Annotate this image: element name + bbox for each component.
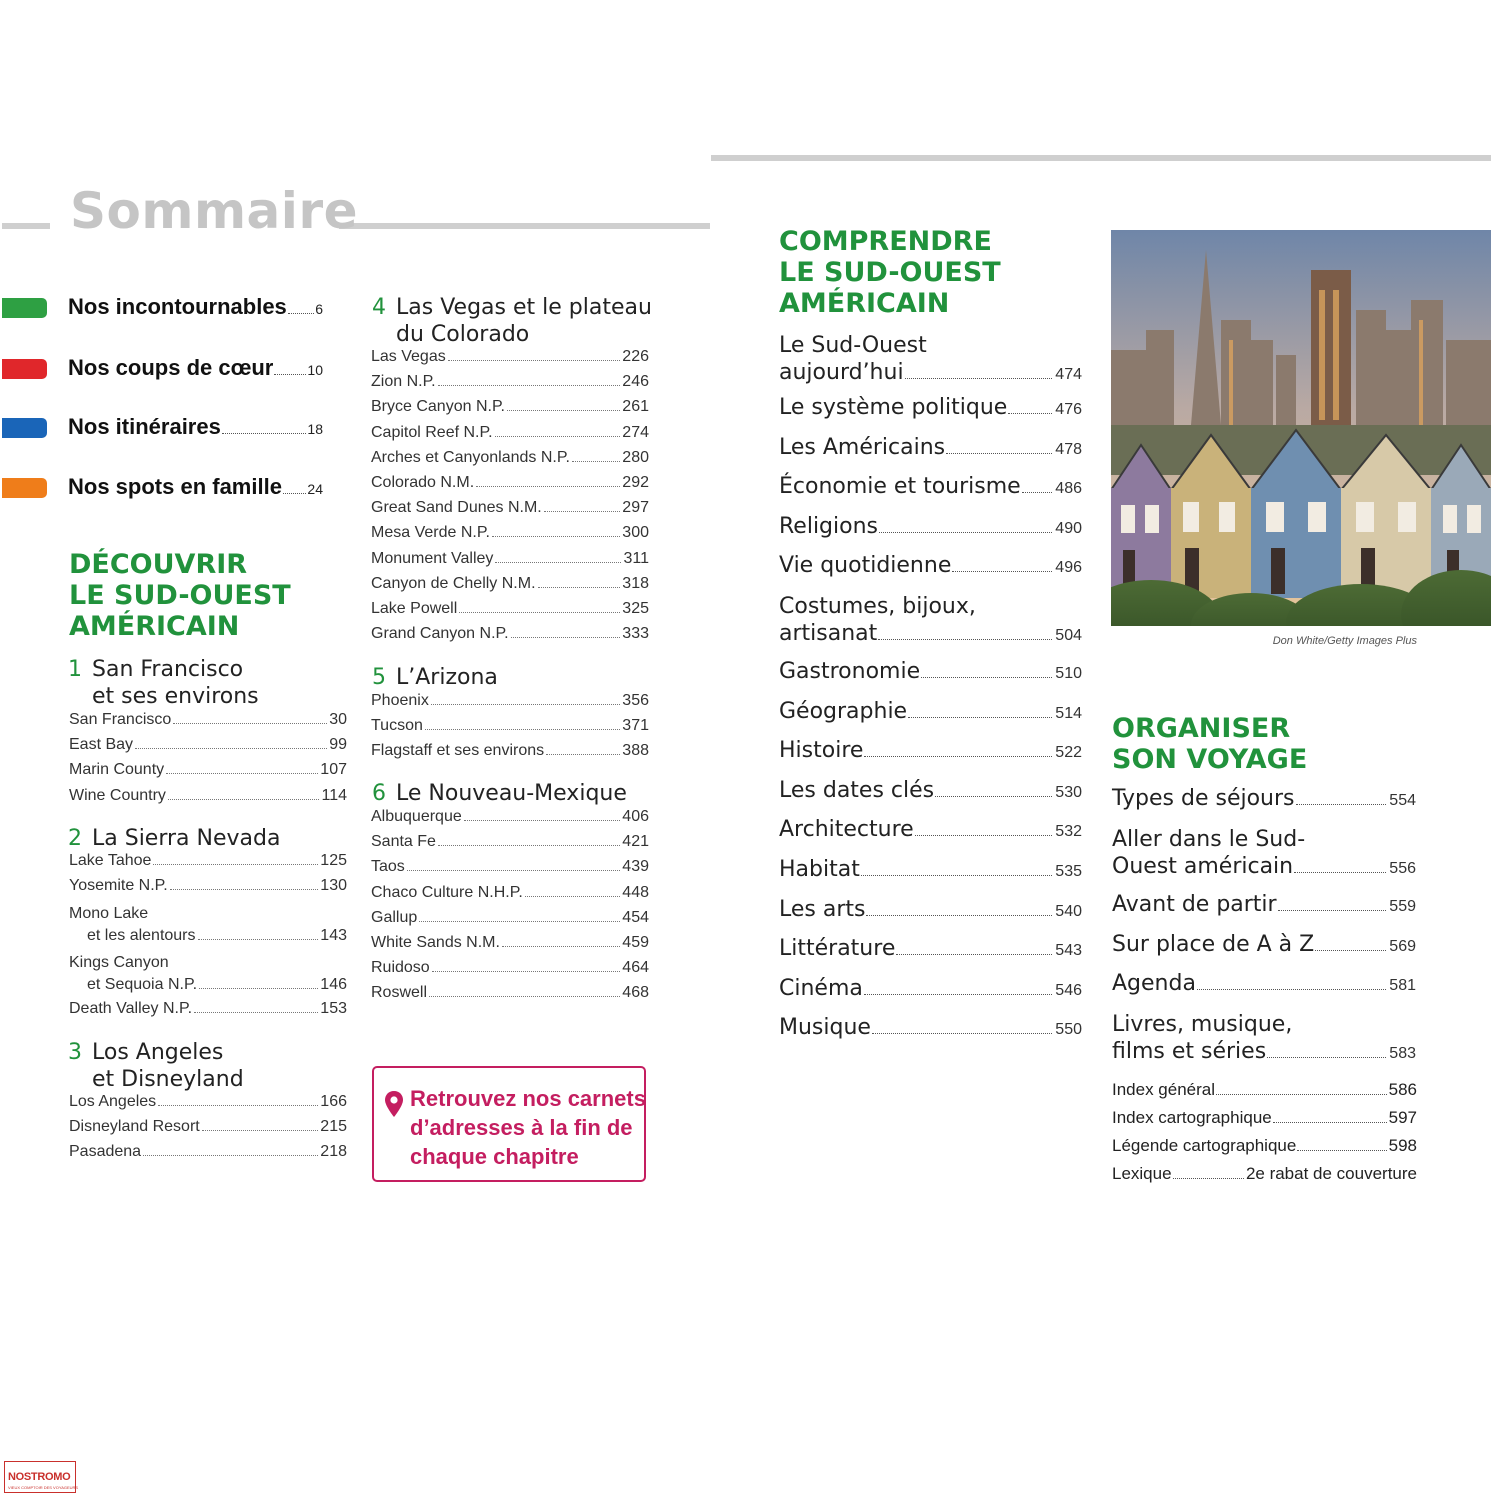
- toc-entry[interactable]: Tucson 371: [371, 717, 649, 735]
- blue-tab-marker: [2, 418, 47, 438]
- toc-entry[interactable]: Santa Fe 421: [371, 833, 649, 851]
- highlight-itineraires[interactable]: [0, 416, 330, 446]
- toc-entry[interactable]: Roswell 468: [371, 984, 649, 1002]
- chapter-5-entries: [371, 692, 649, 768]
- toc-entry[interactable]: Bryce Canyon N.P. 261: [371, 398, 649, 416]
- green-tab-marker: [2, 298, 47, 318]
- san-francisco-photo: [1111, 230, 1491, 626]
- comprendre-entries: [779, 330, 1082, 1055]
- toc-entry[interactable]: Pasadena 218: [69, 1143, 347, 1161]
- toc-entry[interactable]: Costumes, bijoux, artisanat 504: [779, 593, 1082, 646]
- header-rule-right: [711, 155, 1491, 161]
- highlight-incontournables[interactable]: [0, 296, 330, 326]
- toc-entry[interactable]: Wine Country 114: [69, 786, 347, 804]
- toc-entry[interactable]: Index général 586: [1112, 1080, 1417, 1099]
- toc-entry[interactable]: Great Sand Dunes N.M. 297: [371, 499, 649, 517]
- toc-entry[interactable]: Les dates clés 530: [779, 777, 1082, 803]
- highlight-label: Nos itinéraires: [68, 414, 221, 439]
- toc-entry[interactable]: Kings Canyon et Sequoia N.P. 146: [69, 954, 347, 993]
- toc-entry[interactable]: Monument Valley 311: [371, 549, 649, 567]
- title-rule-left: [2, 223, 50, 229]
- callout-text: Retrouvez nos carnets d’adresses à la fin de chaque chapitre: [410, 1086, 646, 1169]
- toc-entry[interactable]: Canyon de Chelly N.M. 318: [371, 574, 649, 592]
- toc-entry[interactable]: Grand Canyon N.P. 333: [371, 625, 649, 643]
- toc-entry[interactable]: Mono Lake et les alentours 143: [69, 905, 347, 944]
- toc-entry[interactable]: Chaco Culture N.H.P. 448: [371, 883, 649, 901]
- toc-entry[interactable]: Musique 550: [779, 1015, 1082, 1041]
- toc-entry[interactable]: Les Américains 478: [779, 434, 1082, 460]
- highlight-page: 6: [315, 301, 323, 317]
- red-tab-marker: [2, 359, 47, 379]
- toc-entry[interactable]: Capitol Reef N.P. 274: [371, 423, 649, 441]
- toc-entry[interactable]: Lake Powell 325: [371, 599, 649, 617]
- chapter-5-title: 5 L’Arizona: [372, 665, 498, 690]
- index-entries: [1112, 1080, 1417, 1192]
- toc-entry[interactable]: Types de séjours 554: [1112, 786, 1416, 811]
- chapter-4-title: 4 Las Vegas et le plateau du Colorado: [372, 295, 652, 347]
- chapter-number: 3: [68, 1040, 82, 1065]
- toc-entry[interactable]: East Bay 99: [69, 736, 347, 754]
- toc-entry[interactable]: Géographie 514: [779, 698, 1082, 724]
- toc-entry[interactable]: Architecture 532: [779, 817, 1082, 843]
- toc-entry[interactable]: Livres, musique, films et séries 583: [1112, 1011, 1416, 1064]
- toc-entry[interactable]: Avant de partir 559: [1112, 892, 1416, 917]
- toc-entry[interactable]: Colorado N.M. 292: [371, 473, 649, 491]
- toc-entry[interactable]: Le Sud-Ouest aujourd’hui 474: [779, 333, 1082, 385]
- section-heading-decouvrir: DÉCOUVRIR LE SUD-OUEST AMÉRICAIN: [69, 549, 291, 642]
- toc-entry[interactable]: Zion N.P. 246: [371, 373, 649, 391]
- highlight-page: 10: [307, 362, 323, 378]
- chapter-number: 1: [68, 657, 82, 682]
- chapter-3-title: 3 Los Angeles et Disneyland: [68, 1040, 244, 1092]
- organiser-entries: [1112, 786, 1416, 1077]
- toc-entry[interactable]: Sur place de A à Z 569: [1112, 931, 1416, 957]
- chapter-6-entries: [371, 808, 649, 1010]
- toc-entry[interactable]: Littérature 543: [779, 936, 1082, 962]
- chapter-2-entries: [69, 852, 347, 1026]
- toc-entry[interactable]: Cinéma 546: [779, 975, 1082, 1001]
- toc-entry[interactable]: White Sands N.M. 459: [371, 933, 649, 951]
- title-rule-right: [339, 223, 710, 229]
- chapter-2-title: 2 La Sierra Nevada: [68, 826, 281, 851]
- page-title: Sommaire: [70, 182, 359, 240]
- chapter-1-entries: [69, 711, 347, 812]
- highlight-label: Nos coups de cœur: [68, 355, 274, 380]
- toc-entry[interactable]: Gastronomie 510: [779, 658, 1082, 684]
- toc-entry[interactable]: Phoenix 356: [371, 692, 649, 709]
- toc-entry[interactable]: Religions 490: [779, 513, 1082, 539]
- toc-entry[interactable]: Lexique 2e rabat de couverture: [1112, 1164, 1417, 1183]
- toc-entry[interactable]: Disneyland Resort 215: [69, 1118, 347, 1136]
- chapter-6-title: 6 Le Nouveau-Mexique: [372, 781, 627, 806]
- chapter-number: 2: [68, 826, 82, 851]
- toc-entry[interactable]: Marin County 107: [69, 761, 347, 779]
- toc-entry[interactable]: Légende cartographique 598: [1112, 1136, 1417, 1155]
- chapter-1-title: 1 San Francisco et ses environs: [68, 657, 259, 709]
- toc-entry[interactable]: Histoire 522: [779, 738, 1082, 764]
- toc-entry[interactable]: Aller dans le Sud- Ouest américain 556: [1112, 827, 1416, 879]
- nostromo-logo: NOSTROMO VIEUX COMPTOIR DES VOYAGEURS: [4, 1461, 76, 1493]
- toc-entry[interactable]: Arches et Canyonlands N.P. 280: [371, 448, 649, 466]
- highlight-spots-famille[interactable]: [0, 476, 330, 506]
- toc-entry[interactable]: Los Angeles 166: [69, 1093, 347, 1110]
- toc-entry[interactable]: Death Valley N.P. 153: [69, 1000, 347, 1018]
- chapter-number: 6: [372, 781, 386, 806]
- highlight-label: Nos spots en famille: [68, 474, 282, 499]
- toc-entry[interactable]: Las Vegas 226: [371, 348, 649, 365]
- section-heading-organiser: ORGANISER SON VOYAGE: [1112, 713, 1308, 775]
- toc-entry[interactable]: Les arts 540: [779, 896, 1082, 922]
- toc-entry[interactable]: Vie quotidienne 496: [779, 553, 1082, 579]
- addresses-callout: [372, 1066, 646, 1182]
- toc-entry[interactable]: Ruidoso 464: [371, 959, 649, 977]
- section-heading-comprendre: COMPRENDRE LE SUD-OUEST AMÉRICAIN: [779, 226, 1001, 319]
- chapter-number: 4: [372, 295, 386, 320]
- map-pin-icon: [384, 1090, 404, 1118]
- toc-entry[interactable]: Le système politique 476: [779, 395, 1082, 420]
- toc-entry[interactable]: Gallup 454: [371, 908, 649, 926]
- toc-entry[interactable]: Lake Tahoe 125: [69, 852, 347, 869]
- toc-entry[interactable]: Agenda 581: [1112, 971, 1416, 997]
- toc-entry[interactable]: Économie et tourisme 486: [779, 474, 1082, 500]
- toc-entry[interactable]: Mesa Verde N.P. 300: [371, 524, 649, 542]
- highlight-coups-de-coeur[interactable]: [0, 357, 330, 387]
- toc-entry[interactable]: Habitat 535: [779, 856, 1082, 882]
- orange-tab-marker: [2, 478, 47, 498]
- toc-entry[interactable]: San Francisco 30: [69, 711, 347, 728]
- photo-credit: Don White/Getty Images Plus: [1272, 635, 1417, 647]
- highlight-label: Nos incontournables: [68, 294, 287, 319]
- toc-entry[interactable]: Albuquerque 406: [371, 808, 649, 825]
- highlight-page: 18: [307, 421, 323, 437]
- chapter-4-entries: [371, 348, 649, 650]
- highlight-page: 24: [307, 481, 323, 497]
- toc-entry[interactable]: Yosemite N.P. 130: [69, 877, 347, 895]
- chapter-number: 5: [372, 665, 386, 690]
- toc-entry[interactable]: Taos 439: [371, 858, 649, 876]
- chapter-3-entries: [69, 1093, 347, 1169]
- toc-entry[interactable]: Flagstaff et ses environs 388: [371, 742, 649, 760]
- toc-entry[interactable]: Index cartographique 597: [1112, 1108, 1417, 1127]
